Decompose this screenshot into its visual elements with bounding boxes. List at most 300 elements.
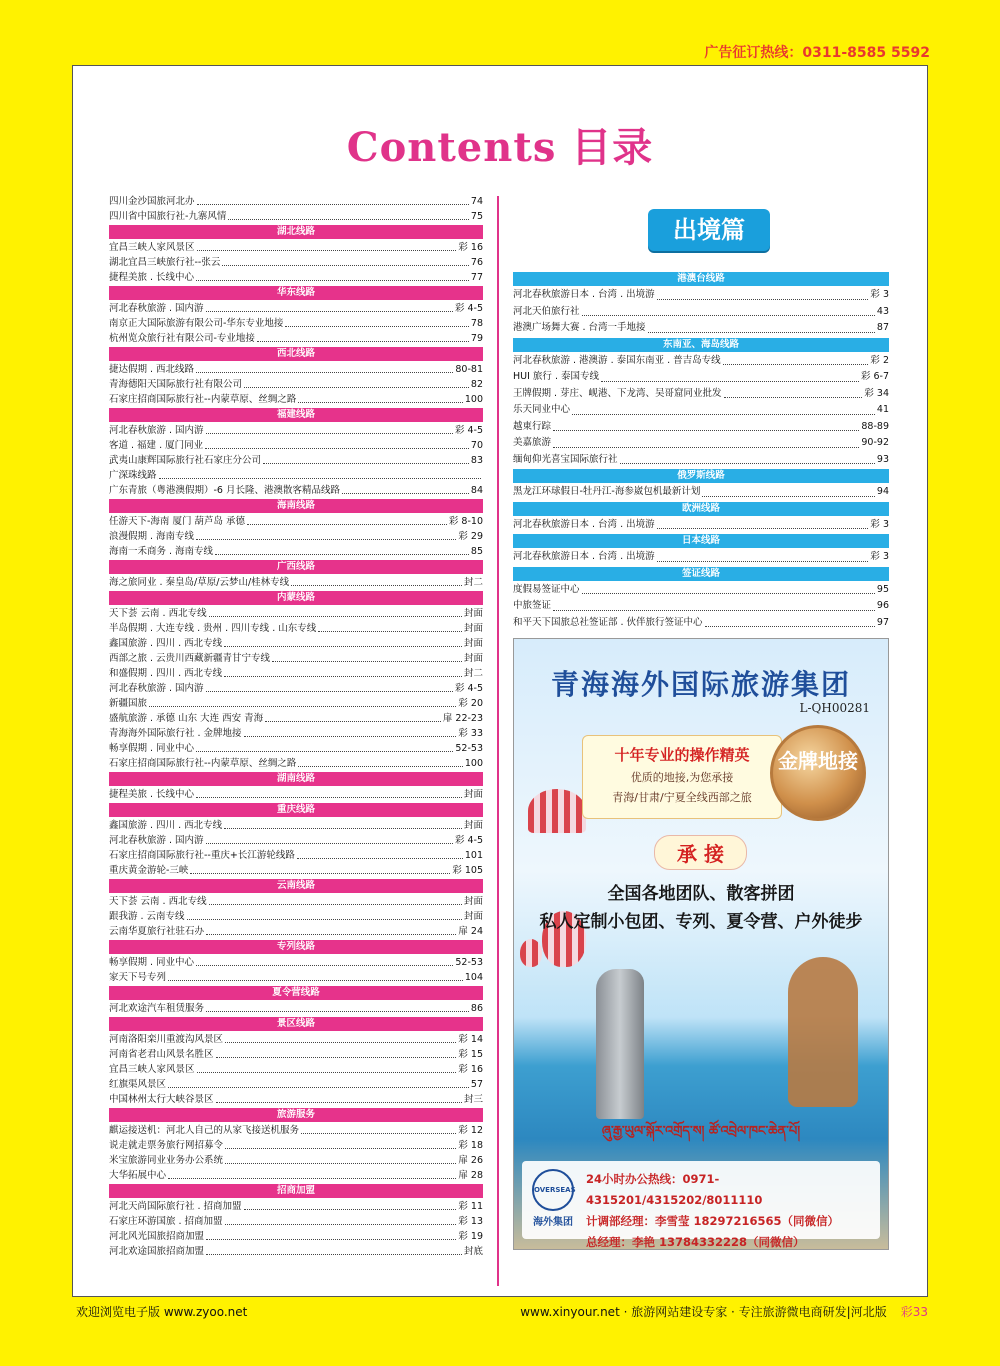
toc-entry-page: 79 <box>470 333 483 344</box>
toc-entry[interactable] <box>109 636 483 651</box>
toc-leader-dots <box>190 873 450 874</box>
section-header: 欧洲线路 <box>513 502 889 516</box>
toc-entry[interactable] <box>109 970 483 985</box>
toc-entry-page: 100 <box>464 758 483 769</box>
ad-office-hotline: 24小时办公热线：0971-4315201/4315202/8011110 <box>586 1172 763 1207</box>
toc-entry-name: 重庆黄金游轮-三峡 <box>109 865 189 876</box>
toc-leader-dots <box>225 1163 456 1164</box>
toc-entry[interactable] <box>109 955 483 970</box>
toc-entry-name: 浪漫假期 . 海南专线 <box>109 531 195 542</box>
toc-entry-page: 83 <box>470 455 483 466</box>
toc-entry-page: 封三 <box>463 1094 483 1105</box>
footer-slogan-text: www.xinyour.net · 旅游网站建设专家 · 专注旅游微电商研发|河北版 <box>520 1305 887 1319</box>
toc-leader-dots <box>149 706 456 707</box>
toc-leader-dots <box>582 315 875 316</box>
section-header: 华东线路 <box>109 286 483 300</box>
toc-entry[interactable] <box>109 1168 483 1183</box>
toc-entry-page: 96 <box>876 600 889 611</box>
toc-leader-dots <box>196 372 453 373</box>
toc-entry-page: 扉 22-23 <box>442 713 483 724</box>
toc-entry-page: 76 <box>470 257 483 268</box>
toc-entry-page: 彩 11 <box>458 1201 483 1212</box>
ad-license-number: L-QH00281 <box>799 701 870 715</box>
toc-entry[interactable] <box>513 549 889 566</box>
toc-entry-page: 41 <box>876 404 889 415</box>
toc-leader-dots <box>196 280 469 281</box>
toc-entry[interactable] <box>109 606 483 621</box>
toc-entry-page: 封底 <box>463 1246 483 1257</box>
toc-entry[interactable] <box>109 544 483 559</box>
toc-entry[interactable] <box>109 468 483 483</box>
toc-entry-page: 彩 8-10 <box>448 516 483 527</box>
toc-leader-dots <box>263 463 469 464</box>
toc-leader-dots <box>620 463 875 464</box>
toc-entry[interactable] <box>109 741 483 756</box>
toc-entry-name: 河北欢途汽车租赁服务 <box>109 1003 205 1014</box>
toc-leader-dots <box>318 631 462 632</box>
toc-entry[interactable] <box>513 419 889 436</box>
toc-entry[interactable] <box>109 1244 483 1259</box>
toc-entry-page: 彩 19 <box>458 1231 483 1242</box>
toc-entry-name: 米宝旅游同业业务办公系统 <box>109 1155 224 1166</box>
toc-entry-name: 新疆国旅 <box>109 698 148 709</box>
toc-entry-page: 94 <box>876 486 889 497</box>
toc-leader-dots <box>657 299 869 300</box>
toc-entry[interactable] <box>109 1199 483 1214</box>
toc-entry[interactable] <box>109 711 483 726</box>
toc-leader-dots <box>601 381 859 382</box>
toc-entry-name: 和盛假期 . 四川 . 西北专线 <box>109 668 223 679</box>
toc-entry[interactable] <box>109 1123 483 1138</box>
toc-entry-name: 家天下号专列 <box>109 972 167 983</box>
toc-entry[interactable] <box>513 386 889 403</box>
toc-entry[interactable] <box>109 909 483 924</box>
overseas-logo-name: 海外集团 <box>533 1217 573 1228</box>
toc-entry-name: 畅享假期 . 同业中心 <box>109 957 195 968</box>
toc-entry-page: 彩 14 <box>458 1034 483 1045</box>
toc-entry-name: 河北春秋旅游 . 国内游 <box>109 683 204 694</box>
page-title: Contents 目录 <box>346 124 654 171</box>
toc-entry[interactable] <box>513 517 889 534</box>
toc-entry[interactable] <box>109 1077 483 1092</box>
toc-leader-dots <box>265 721 441 722</box>
toc-entry-name: 半岛假期 . 大连专线 . 贵州 . 四川专线 . 山东专线 <box>109 623 317 634</box>
ad-slogan-box <box>582 735 782 819</box>
section-header: 重庆线路 <box>109 803 483 817</box>
section-header: 湖南线路 <box>109 772 483 786</box>
toc-leader-dots <box>205 448 469 449</box>
toc-leader-dots <box>244 736 457 737</box>
toc-entry-page: 封二 <box>463 668 483 679</box>
toc-entry-name: 河北春秋旅游 . 国内游 <box>109 835 204 846</box>
toc-entry-page: 86 <box>470 1003 483 1014</box>
toc-leader-dots <box>168 1087 469 1088</box>
toc-entry-page: 85 <box>470 546 483 557</box>
toc-leader-dots <box>187 919 462 920</box>
toc-leader-dots <box>224 828 462 829</box>
section-header: 湖北线路 <box>109 225 483 239</box>
toc-leader-dots <box>723 364 869 365</box>
toc-entry[interactable] <box>109 301 483 316</box>
ad-hotline: 广告征订热线：0311-8585 5592 <box>704 45 930 61</box>
toc-entry-page: 90-92 <box>861 437 889 448</box>
toc-leader-dots <box>225 1224 457 1225</box>
column-divider <box>497 196 499 1286</box>
toc-entry[interactable] <box>109 514 483 529</box>
toc-entry[interactable] <box>109 621 483 636</box>
toc-entry-name: 河北春秋旅游日本 . 台湾 . 出境游 <box>513 289 655 300</box>
toc-entry-name: 跟我游 . 云南专线 <box>109 911 185 922</box>
toc-leader-dots <box>224 646 462 647</box>
toc-entry[interactable] <box>109 833 483 848</box>
toc-leader-dots <box>197 250 457 251</box>
toc-entry[interactable] <box>513 452 889 469</box>
section-header: 内蒙线路 <box>109 591 483 605</box>
toc-entry-page: 彩 6-7 <box>860 371 889 382</box>
toc-entry[interactable] <box>513 369 889 386</box>
toc-entry-page: 彩 12 <box>458 1125 483 1136</box>
toc-leader-dots <box>168 1178 456 1179</box>
ad-service-line-2: 私人定制小包团、专列、夏令营、户外徒步 <box>539 912 863 932</box>
toc-entry[interactable] <box>109 529 483 544</box>
toc-entry-page: 彩 3 <box>870 551 889 562</box>
parachute-icon <box>528 789 586 833</box>
toc-entry[interactable] <box>109 696 483 711</box>
toc-entry[interactable] <box>109 453 483 468</box>
ad-seal: 承 接 <box>654 835 747 870</box>
toc-entry-name: 河北春秋旅游 . 港澳游 . 泰国东南亚 . 普吉岛专线 <box>513 354 721 366</box>
toc-entry[interactable] <box>109 848 483 863</box>
toc-entry-name: 西部之旅 . 云贵川西藏新疆青甘宁专线 <box>109 653 271 664</box>
toc-entry-page: 101 <box>464 850 483 861</box>
toc-entry-page: 70 <box>470 440 483 451</box>
toc-leader-dots <box>197 204 469 205</box>
toc-entry-page: 封面 <box>463 653 483 664</box>
toc-entry-page: 封二 <box>463 577 483 588</box>
toc-entry-page: 80-81 <box>455 364 483 375</box>
toc-leader-dots <box>244 1209 457 1210</box>
toc-entry[interactable] <box>109 681 483 696</box>
outbound-section-badge: 出境篇 <box>648 209 770 251</box>
toc-entry-page: 87 <box>876 322 889 333</box>
ad-service-line-1: 全国各地团队、散客拼团 <box>607 884 795 904</box>
toc-entry-page: 74 <box>470 196 483 207</box>
toc-entry[interactable] <box>109 894 483 909</box>
toc-leader-dots <box>206 311 453 312</box>
toc-entry[interactable] <box>513 435 889 452</box>
toc-entry-name: 大华拓展中心 <box>109 1170 167 1181</box>
toc-entry-name: 河南省老君山风景名胜区 <box>109 1049 214 1060</box>
section-header: 签证线路 <box>513 567 889 581</box>
toc-entry-name: 任游天下-海南 厦门 葫芦岛 承德 <box>109 516 245 527</box>
toc-entry-name: 天下荟 云南 . 西北专线 <box>109 896 207 907</box>
toc-entry-page: 彩 2 <box>870 354 889 366</box>
toc-leader-dots <box>196 797 462 798</box>
toc-leader-dots <box>228 219 468 220</box>
section-header: 广西线路 <box>109 560 483 574</box>
toc-entry[interactable] <box>109 651 483 666</box>
toc-entry-page: 彩 4-5 <box>454 835 483 846</box>
toc-entry-page: 95 <box>876 583 889 595</box>
toc-entry-name: 畅享假期 . 同业中心 <box>109 743 195 754</box>
toc-entry-name: 河北风光国旅招商加盟 <box>109 1231 205 1242</box>
toc-entry-name: 黑龙江环球假日-牡丹江-海参崴包机最新计划 <box>513 486 701 497</box>
toc-entry[interactable] <box>109 483 483 498</box>
toc-entry-name: 石家庄环游国旅 . 招商加盟 <box>109 1216 223 1227</box>
toc-leader-dots <box>224 676 462 677</box>
toc-leader-dots <box>159 478 481 479</box>
section-header: 夏令营线路 <box>109 986 483 1000</box>
toc-leader-dots <box>196 751 453 752</box>
toc-entry[interactable] <box>109 255 483 270</box>
toc-entry-page: 彩 3 <box>870 518 889 530</box>
toc-entry[interactable] <box>109 1229 483 1244</box>
toc-entry-page: 52-53 <box>455 743 483 754</box>
toc-leader-dots <box>225 1042 456 1043</box>
ad-contact-box <box>522 1161 880 1249</box>
toc-entry-name: 河北春秋旅游日本 . 台湾 . 出境游 <box>513 518 655 530</box>
footer-page-number: 彩33 <box>900 1305 928 1319</box>
toc-entry[interactable] <box>109 1032 483 1047</box>
toc-entry-page: 104 <box>464 972 483 983</box>
toc-leader-dots <box>285 326 468 327</box>
toc-leader-dots <box>206 1254 462 1255</box>
overseas-logo-icon: OVERSEAS <box>532 1169 574 1211</box>
toc-entry[interactable] <box>109 1047 483 1062</box>
toc-entry-page: 78 <box>470 318 483 329</box>
ad-dispatcher-contact: 计调部经理：李雪莹 18297216565（同微信） <box>586 1214 840 1228</box>
toc-entry-page: 彩 29 <box>458 531 483 542</box>
toc-entry[interactable] <box>109 1062 483 1077</box>
toc-leader-dots <box>168 980 463 981</box>
toc-entry[interactable] <box>109 924 483 939</box>
toc-entry-page: 75 <box>470 211 483 222</box>
section-header: 俄罗斯线路 <box>513 469 889 483</box>
toc-entry[interactable] <box>109 1001 483 1016</box>
toc-entry-name: 石家庄招商国际旅行社--重庆+长江游轮线路 <box>109 850 295 861</box>
toc-leader-dots <box>553 610 875 611</box>
toc-leader-dots <box>222 265 469 266</box>
section-header: 云南线路 <box>109 879 483 893</box>
toc-entry-name: 河北天伯旅行社 <box>513 305 580 317</box>
toc-entry-name: 河南洛阳栾川重渡沟风景区 <box>109 1034 224 1045</box>
toc-entry-name: 捷程美旅 . 长线中心 <box>109 272 195 283</box>
toc-leader-dots <box>197 1072 457 1073</box>
toc-entry-name: 麒运接送机：河北人自己的从家飞接送机服务 <box>109 1125 300 1136</box>
toc-entry-name: 青海德阳天国际旅行社有限公司 <box>109 379 243 390</box>
toc-leader-dots <box>206 1239 456 1240</box>
toc-entry[interactable] <box>109 270 483 285</box>
toc-entry-page: 封面 <box>463 638 483 649</box>
toc-leader-dots <box>291 585 462 586</box>
toc-entry[interactable] <box>109 331 483 346</box>
toc-entry[interactable] <box>513 353 889 370</box>
toc-leader-dots <box>298 766 463 767</box>
toc-entry[interactable] <box>109 194 483 209</box>
toc-leader-dots <box>206 691 453 692</box>
toc-entry-name: 越東行踪 <box>513 420 552 432</box>
toc-entry[interactable] <box>109 666 483 681</box>
toc-entry-name: 港澳广场舞大赛 . 台湾一手地接 <box>513 322 646 333</box>
toc-entry-name: 河北春秋旅游日本 . 台湾 . 出境游 <box>513 551 655 562</box>
toc-entry[interactable] <box>109 240 483 255</box>
toc-leader-dots <box>342 493 469 494</box>
toc-entry[interactable] <box>513 484 889 501</box>
toc-entry-name: 盛航旅游 . 承德 山东 大连 西安 青海 <box>109 713 264 724</box>
toc-leader-dots <box>244 387 469 388</box>
toc-leader-dots <box>216 1102 462 1103</box>
toc-entry-name: 云南华夏旅行社驻石办 <box>109 926 205 937</box>
toc-entry-name: 青海海外国际旅行社 . 金牌地接 <box>109 728 242 739</box>
toc-entry-name: 海南一禾商务 . 海南专线 <box>109 546 214 557</box>
toc-entry[interactable] <box>109 377 483 392</box>
toc-leader-dots <box>572 414 875 415</box>
toc-entry-name: 捷程美旅 . 长线中心 <box>109 789 195 800</box>
toc-entry[interactable] <box>109 316 483 331</box>
toc-entry[interactable] <box>109 863 483 878</box>
toc-entry-page: 彩 4-5 <box>454 303 483 314</box>
toc-entry-page: 彩 16 <box>458 242 483 253</box>
toc-entry[interactable] <box>513 598 889 615</box>
ad-manager-contact: 总经理：李艳 13784332228（同微信） <box>586 1235 805 1249</box>
qinghai-travel-advertisement[interactable] <box>513 638 889 1250</box>
toc-leader-dots <box>209 904 462 905</box>
toc-entry-page: 彩 16 <box>458 1064 483 1075</box>
toc-entry[interactable] <box>109 423 483 438</box>
ad-tibetan-text: ཞུ་རྒྱ་ཡུལ་སྐོར་འགྲོད་ས། ཚོ་འབྲེལ་ཁང་ཆེན་པོ། <box>601 1124 801 1139</box>
toc-entry-name: 海之旅同业 . 秦皇岛/草原/云梦山/桂林专线 <box>109 577 290 588</box>
hot-air-balloon-small-icon <box>520 939 542 967</box>
toc-leader-dots <box>206 1011 469 1012</box>
toc-entry-page: 彩 3 <box>870 289 889 300</box>
toc-entry-page: 扉 24 <box>458 926 483 937</box>
toc-entry-page: 封面 <box>463 896 483 907</box>
toc-entry[interactable] <box>109 818 483 833</box>
toc-entry[interactable] <box>513 320 889 337</box>
toc-entry-page: 扉 28 <box>458 1170 483 1181</box>
toc-entry-name: 捷达假期 . 西北线路 <box>109 364 195 375</box>
toc-entry-page: 彩 20 <box>458 698 483 709</box>
toc-entry-name: 乐天同业中心 <box>513 404 571 415</box>
toc-entry[interactable] <box>109 392 483 407</box>
toc-leader-dots <box>272 661 462 662</box>
toc-leader-dots <box>225 1148 456 1149</box>
toc-entry-name: 客道 . 福建 . 厦门同业 <box>109 440 204 451</box>
toc-entry-name: 缅甸仰光喜宝国际旅行社 <box>513 453 618 465</box>
toc-entry[interactable] <box>109 209 483 224</box>
toc-entry[interactable] <box>109 1153 483 1168</box>
toc-entry-page: 彩 4-5 <box>454 425 483 436</box>
toc-entry-page: 封面 <box>463 608 483 619</box>
toc-entry[interactable] <box>109 756 483 771</box>
section-header: 西北线路 <box>109 347 483 361</box>
toc-leader-dots <box>301 1133 456 1134</box>
overseas-logo <box>528 1169 578 1228</box>
ad-subtitle-1: 优质的地接,为您承接 <box>630 771 734 784</box>
toc-entry-page: 封面 <box>463 789 483 800</box>
ad-subtitle-2: 青海/甘肃/宁夏全线西部之旅 <box>612 791 752 804</box>
section-header: 东南亚、海岛线路 <box>513 338 889 352</box>
toc-entry-page: 100 <box>464 394 483 405</box>
toc-entry[interactable] <box>513 402 889 419</box>
toc-entry[interactable] <box>109 1138 483 1153</box>
toc-leader-dots <box>206 934 456 935</box>
toc-entry[interactable] <box>513 582 889 599</box>
toc-entry[interactable] <box>109 362 483 377</box>
toc-leader-dots <box>215 554 469 555</box>
camel-image <box>788 957 858 1107</box>
toc-leader-dots <box>297 858 463 859</box>
toc-entry-name: 石家庄招商国际旅行社--内蒙草原、丝绸之路 <box>109 394 297 405</box>
section-header: 专列线路 <box>109 940 483 954</box>
toc-entry-name: 广东青旅（粤港澳假期）-6 月长隆、港澳散客精品线路 <box>109 485 340 496</box>
toc-entry[interactable] <box>513 615 889 632</box>
toc-leader-dots <box>553 430 859 431</box>
toc-entry[interactable] <box>109 438 483 453</box>
footer-slogan <box>520 1303 928 1320</box>
toc-entry-page: 彩 13 <box>458 1216 483 1227</box>
section-header: 福建线路 <box>109 408 483 422</box>
toc-entry-name: 中旅签证 <box>513 600 552 611</box>
toc-entry[interactable] <box>109 726 483 741</box>
toc-leader-dots <box>705 626 875 627</box>
toc-entry[interactable] <box>109 787 483 802</box>
gold-medal-icon: 金牌地接 <box>770 725 866 821</box>
toc-entry-name: 宜昌三峡人家风景区 <box>109 242 195 253</box>
toc-entry-name: 度假易签证中心 <box>513 583 580 595</box>
toc-entry-page: 彩 34 <box>864 387 889 399</box>
toc-entry[interactable] <box>109 575 483 590</box>
toc-entry[interactable] <box>109 1214 483 1229</box>
toc-entry-name: 河北欢途国旅招商加盟 <box>109 1246 205 1257</box>
toc-leader-dots <box>657 561 869 562</box>
toc-entry-page: 77 <box>470 272 483 283</box>
toc-entry[interactable] <box>513 304 889 321</box>
toc-entry[interactable] <box>513 287 889 304</box>
toc-entry-name: 南京正大国际旅游有限公司-华东专业地接 <box>109 318 284 329</box>
toc-entry-page: 封面 <box>463 911 483 922</box>
toc-leader-dots <box>657 528 869 529</box>
toc-entry[interactable] <box>109 1092 483 1107</box>
domestic-contents-list <box>109 194 483 1259</box>
toc-entry-page: 57 <box>470 1079 483 1090</box>
toc-entry-name: 美嘉旅游 <box>513 437 552 448</box>
toc-entry-page: 彩 4-5 <box>454 683 483 694</box>
section-header: 日本线路 <box>513 534 889 548</box>
toc-entry-page: 彩 105 <box>452 865 483 876</box>
footer-website[interactable]: 欢迎浏览电子版 www.zyoo.net <box>76 1305 248 1319</box>
toc-entry-name: 中国林州太行大峡谷景区 <box>109 1094 214 1105</box>
toc-leader-dots <box>206 433 453 434</box>
toc-entry-name: 广深珠线路 <box>109 470 157 481</box>
contents-panel <box>72 65 928 1297</box>
toc-leader-dots <box>582 593 875 594</box>
toc-entry-page: 封面 <box>463 820 483 831</box>
toc-entry-name: 宜昌三峡人家风景区 <box>109 1064 195 1075</box>
toc-leader-dots <box>247 524 447 525</box>
section-header: 港澳台线路 <box>513 272 889 286</box>
toc-leader-dots <box>209 616 462 617</box>
toc-leader-dots <box>553 447 859 448</box>
toc-entry-page: 97 <box>876 616 889 628</box>
toc-entry-name: 湖北宜昌三峡旅行社--张云 <box>109 257 221 268</box>
toc-entry-page: 封面 <box>463 623 483 634</box>
section-header: 海南线路 <box>109 499 483 513</box>
section-header: 招商加盟 <box>109 1184 483 1198</box>
toc-leader-dots <box>724 397 863 398</box>
toc-entry-page: 88-89 <box>861 420 889 432</box>
toc-leader-dots <box>648 332 875 333</box>
